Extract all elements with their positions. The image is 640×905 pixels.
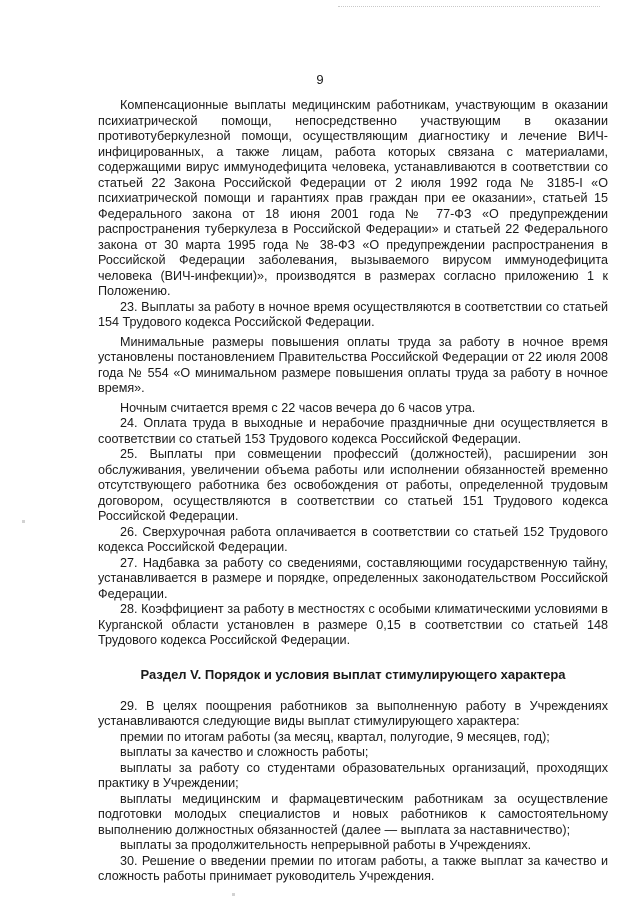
scan-speck (22, 520, 25, 523)
paragraph-23: 23. Выплаты за работу в ночное время осуществляются в соответствии со статьей 154 Трудового кодекса Российской Федерации. (98, 299, 608, 329)
paragraph-25: 25. Выплаты при совмещении профессий (должностей), расширении зон обслуживания, увеличении объема работы или исполнении обязанностей временно отсутствующего работника без освобождения от работы, определенной трудовым договором, осуществляются в соответствии со статьей 151 Трудового кодекса Российской Федерации. (98, 447, 608, 523)
list-item: выплаты медицинским и фармацевтическим работникам за осуществление подготовки молодых специалистов и новых работников к самостоятельному выполнению должностных обязанностей (далее — выплата за наставничество); (98, 791, 608, 837)
section-heading: Раздел V. Порядок и условия выплат стимулирующего характера (140, 666, 566, 682)
paragraph-27: 27. Надбавка за работу со сведениями, составляющими государственную тайну, устанавливается в размере и порядке, определенных законодательством Российской Федерации. (98, 555, 608, 601)
scan-edge-line (338, 6, 600, 7)
paragraph-29: 29. В целях поощрения работников за выполненную работу в Учреждениях устанавливаются следующие виды выплат стимулирующего характера: (98, 698, 608, 728)
list-item: выплаты за продолжительность непрерывной работы в Учреждениях. (120, 838, 532, 852)
list-item: выплаты за работу со студентами образовательных организаций, проходящих практику в Учреждении; (98, 760, 608, 790)
document-body (98, 98, 608, 885)
page-number: 9 (316, 72, 324, 87)
paragraph-30: 30. Решение о введении премии по итогам работы, а также выплат за качество и сложность работы принимает руководитель Учреждения. (98, 853, 608, 883)
paragraph-28: 28. Коэффициент за работу в местностях с особыми климатическими условиями в Курганской области установлен в размере 0,15 в соответствии со статьей 148 Трудового кодекса Российской Федерации. (98, 602, 608, 647)
list-item: премии по итогам работы (за месяц, квартал, полугодие, 9 месяцев, год); (120, 729, 550, 744)
paragraph-night-min: Минимальные размеры повышения оплаты труда за работу в ночное время установлены постановлением Правительства Российской Федерации от 22 июля 2008 года № 554 «О минимальном размере повышения оплаты труда за работу в ночное время». (98, 334, 608, 395)
paragraph-26: 26. Сверхурочная работа оплачивается в соответствии со статьей 152 Трудового кодекса Российской Федерации. (98, 524, 608, 554)
paragraph-24: 24. Оплата труда в выходные и нерабочие праздничные дни осуществляется в соответствии со статьей 153 Трудового кодекса Российской Федерации. (98, 416, 608, 446)
scan-speck (232, 893, 235, 896)
list-item: выплаты за качество и сложность работы; (120, 745, 369, 759)
paragraph-night-hours: Ночным считается время с 22 часов вечера до 6 часов утра. (120, 400, 476, 415)
paragraph-compensation: Компенсационные выплаты медицинским работникам, участвующим в оказании психиатрической помощи, непосредственно участвующим в оказании противотуберкулезной помощи, осуществляющим диагностику и лечение ВИЧ-инфицированных, а также лицам, работа которых связана с материалами, содержащими вирус иммунодефицита человека, устанавливаются в соответствии со статьей 22 Закона Российской Федерации от 2 июля 1992 года № 3185-I «О психиатрической помощи и гарантиях прав граждан при ее оказании», статьей 15 Федерального закона от 18 июня 2001 года № 77-ФЗ «О предупреждении распространения туберкулеза в Российской Федерации» и статьей 22 Федерального закона от 30 марта 1995 года № 38-ФЗ «О предупреждении распространения в Российской Федерации заболевания, вызываемого вирусом иммунодефицита человека (ВИЧ-инфекции)», производятся в размерах согласно приложению 1 к Положению. (98, 98, 608, 298)
